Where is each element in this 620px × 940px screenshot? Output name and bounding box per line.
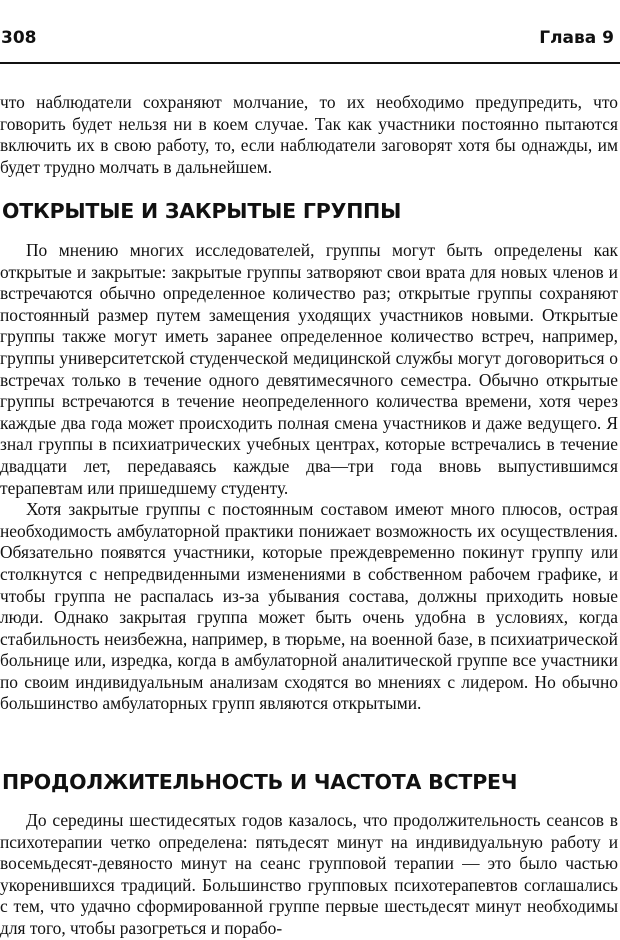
header-rule: [0, 62, 620, 64]
section-2-text-block: [0, 810, 618, 940]
section-heading-open-closed-groups: ОТКРЫТЫЕ И ЗАКРЫТЫЕ ГРУППЫ: [2, 199, 402, 223]
section-heading-duration-frequency: ПРОДОЛЖИТЕЛЬНОСТЬ И ЧАСТОТА ВСТРЕЧ: [2, 770, 518, 794]
section-1-paragraph-1: По мнению многих исследователей, группы могут быть определены как открытые и закрытые: закрытые группы затворяют свои врата для новых членов и встречаются обычно определенное количество раз; открытые группы сохраняют постоянный размер путем замещения уходящих участников новыми. Открытые группы также могут иметь заранее определенное количество встреч, например, группы университетской студенческой медицинской службы могут договориться о встречах только в течение одного девятимесячного семестра. Обычно открытые группы встречаются в течение неопределенного количества времени, хотя через каждые два года может происходить полная смена участников и даже ведущего. Я знал группы в психиатрических учебных центрах, которые встречались в течение двадцати лет, передаваясь каждые два—три года вновь выпустившимся терапевтам или пришедшему студенту.: [0, 240, 618, 498]
running-head: [0, 26, 620, 52]
intro-text-block: [0, 92, 618, 178]
intro-paragraph: что наблюдатели сохраняют молчание, то их необходимо предупредить, что говорить будет нельзя ни в коем случае. Так как участники постоянно пытаются включить их в свою работу, то, если наблюдатели заговорят хотя бы однажды, им будет трудно молчать в дальнейшем.: [0, 92, 618, 177]
section-1-text-block: [0, 240, 618, 715]
chapter-label: Глава 9: [539, 28, 614, 48]
section-1-paragraph-2: Хотя закрытые группы с постоянным составом имеют много плюсов, острая необходимость амбулаторной практики понижает возможность их осуществления. Обязательно появятся участники, которые преждевременно покинут группу или столкнутся с непредвиденными изменениями в собственном рабочем графике, и чтобы группа не распалась из-за убывания состава, должны приходить новые люди. Однако закрытая группа может быть очень удобна в условиях, когда стабильность неизбежна, например, в тюрьме, на военной базе, в психиатрической больнице или, изредка, когда в амбулаторной аналитической группе все участники по своим индивидуальным анализам сходятся во мнениях с лидером. Но обычно большинство амбулаторных групп являются открытыми.: [0, 499, 618, 714]
page-number: 308: [1, 28, 37, 48]
section-2-paragraph-1: До середины шестидесятых годов казалось, что продолжительность сеансов в психотерапии четко определена: пятьдесят минут на индивидуальную работу и восемьдесят-девяносто минут на сеанс групповой терапии — это было частью укоренившихся традиций. Большинство групповых психотерапевтов соглашались с тем, что удачно сформированной группе первые шестьдесят минут необходимы для того, чтобы разогреться и порабо-: [0, 810, 618, 938]
